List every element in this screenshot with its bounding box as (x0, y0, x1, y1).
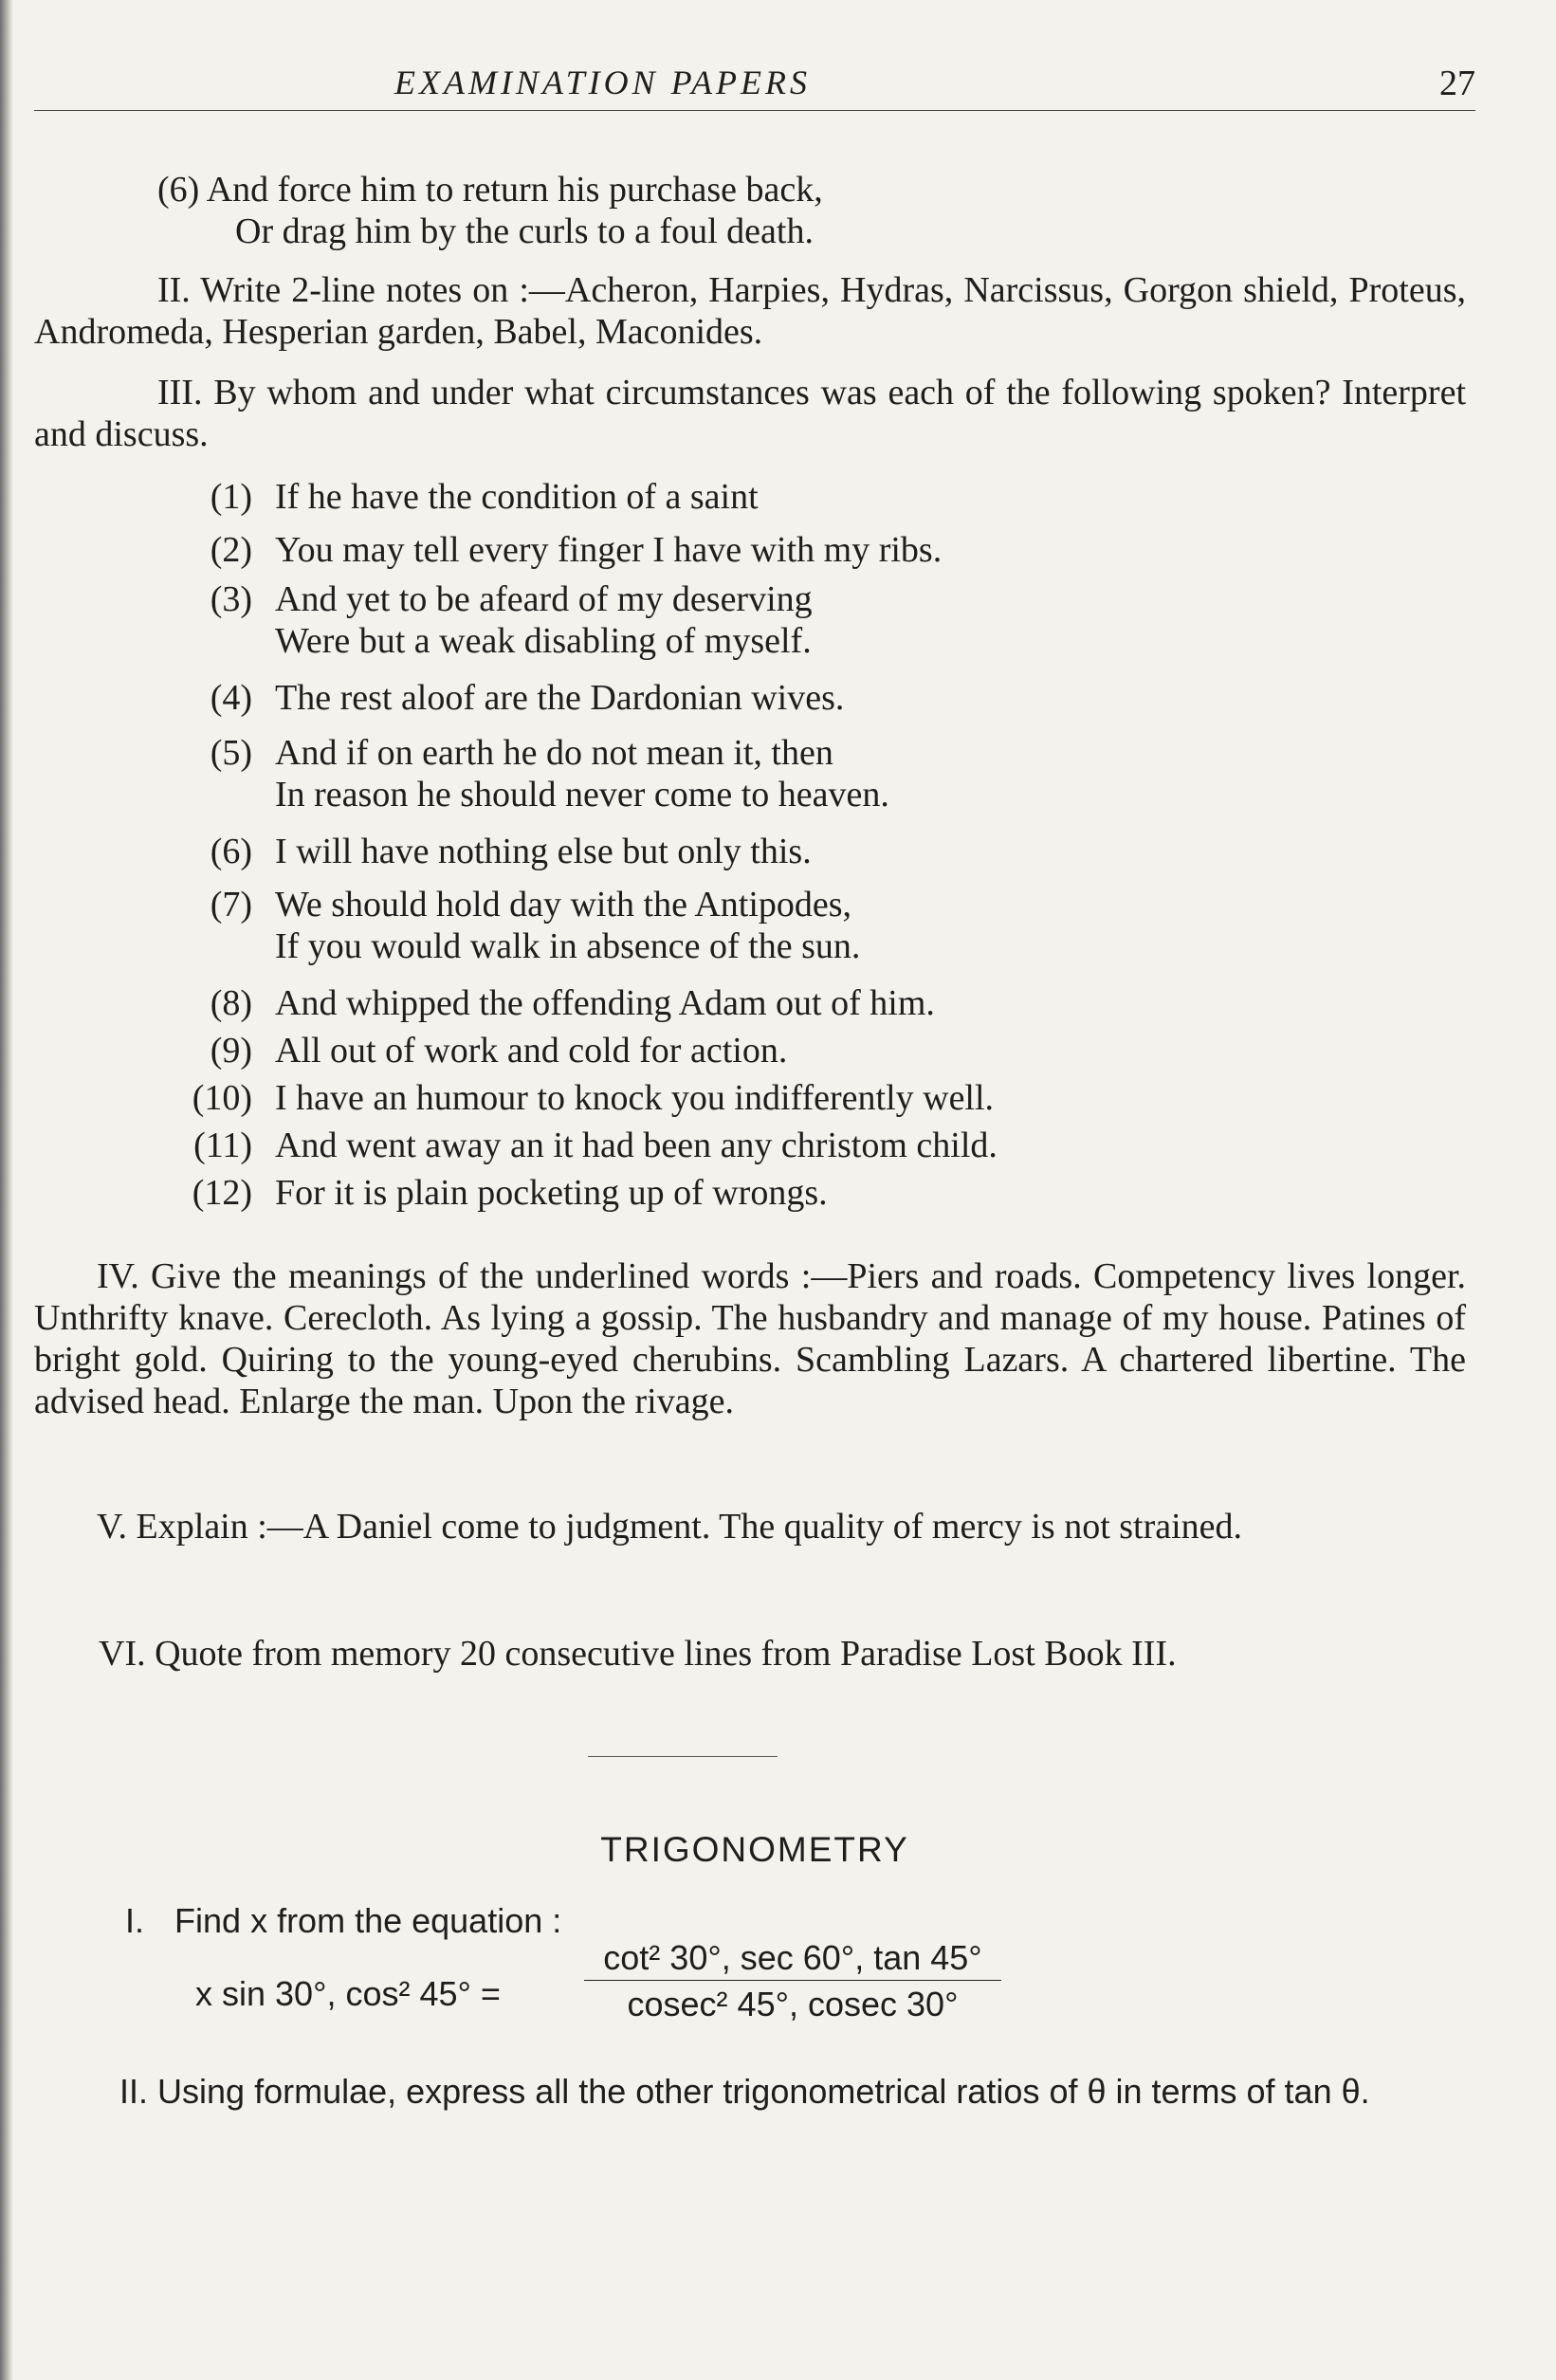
quote-number: (9) (210, 1031, 252, 1071)
quote-number: (7) (210, 885, 252, 925)
quote-number: (2) (210, 530, 252, 570)
trig-question-1-number: I. (125, 1901, 145, 1940)
page-binding-edge (0, 0, 13, 2380)
quote-item (133, 476, 759, 518)
quote-line: We should hold day with the Antipodes, (275, 885, 852, 925)
quote-line: The rest aloof are the Dardonian wives. (275, 678, 845, 718)
quote-item (133, 1172, 828, 1214)
question-6 (99, 1633, 1177, 1675)
trig-question-2-number: II. (119, 2072, 149, 2111)
quote-number: (6) (210, 832, 252, 871)
question-2-number: II. (157, 270, 191, 310)
quote-number: (11) (193, 1126, 252, 1165)
quote-line: In reason he should never come to heaven. (275, 775, 889, 815)
quote-item (133, 578, 813, 662)
trig-question-1-text: Find x from the equation : (174, 1901, 562, 1940)
question-4 (34, 1255, 1466, 1422)
quote-item (133, 884, 860, 967)
passage-6-line-1: (6) And force him to return his purchase back, (157, 170, 823, 210)
question-5 (34, 1506, 1466, 1547)
trig-question-2 (34, 2071, 1466, 2113)
quote-line: If he have the condition of a saint (275, 477, 759, 517)
quote-number: (8) (210, 983, 252, 1023)
question-4-text: Give the meanings of the underlined words :—Piers and roads. Competency lives longer. Unthrifty knave. Cerecloth. As lying a gossip. The husbandry and manage of my house. Patines of bright gold. Quiring to the young-eyed cherubins. Scambling Lazars. A chartered libertine. The advised head. Enlarge the man. Upon the rivage. (34, 1256, 1467, 1421)
question-5-number: V. (97, 1507, 128, 1547)
quote-number: (10) (192, 1078, 252, 1118)
question-2 (34, 269, 1466, 353)
quote-line: All out of work and cold for action. (275, 1031, 788, 1071)
quote-number: (4) (210, 678, 252, 718)
equation-denominator: cosec² 45°, cosec 30° (627, 1985, 959, 2023)
quote-item (133, 529, 942, 571)
fraction-bar (584, 1980, 1001, 1981)
quote-line: Were but a weak disabling of myself. (275, 621, 812, 661)
quote-number: (1) (210, 477, 252, 517)
question-6-text: Quote from memory 20 consecutive lines from Paradise Lost Book III. (155, 1634, 1177, 1674)
equation-fraction (584, 1938, 1001, 2024)
quote-line: And if on earth he do not mean it, then (275, 733, 833, 773)
question-3-text: By whom and under what circumstances was each of the following spoken? Interpret and discuss. (34, 373, 1466, 454)
quote-number: (5) (210, 733, 252, 773)
trig-question-2-text: Using formulae, express all the other trigonometrical ratios of θ in terms of tan θ. (157, 2072, 1370, 2111)
question-3-number: III. (157, 373, 203, 412)
quote-line: And went away an it had been any christom child. (275, 1126, 998, 1165)
question-4-number: IV. (97, 1256, 139, 1296)
quote-item (133, 982, 935, 1024)
quote-line: And whipped the offending Adam out of him. (275, 983, 935, 1023)
trig-question-1 (125, 1900, 561, 1942)
quote-item (133, 1077, 994, 1119)
question-3 (34, 372, 1466, 455)
quote-line: I will have nothing else but only this. (275, 832, 812, 871)
quote-line: I have an humour to knock you indifferently well. (275, 1078, 995, 1118)
section-title-trigonometry: TRIGONOMETRY (600, 1830, 909, 1869)
running-head (34, 63, 1475, 111)
quote-number: (12) (192, 1173, 252, 1213)
quote-line: You may tell every finger I have with my ribs. (275, 530, 943, 570)
question-2-text: Write 2-line notes on :—Acheron, Harpies, Hydras, Narcissus, Gorgon shield, Proteus, Andromeda, Hesperian garden, Babel, Maconides. (34, 270, 1466, 352)
question-6-number: VI. (99, 1634, 146, 1674)
running-title: EXAMINATION PAPERS (394, 64, 811, 101)
section-divider (588, 1756, 778, 1757)
quote-item (133, 1030, 787, 1071)
equation-numerator: cot² 30°, sec 60°, tan 45° (603, 1938, 982, 1977)
quote-line: For it is plain pocketing up of wrongs. (275, 1173, 828, 1213)
passage-6-line-2: Or drag him by the curls to a foul death. (235, 211, 814, 251)
question-5-text: Explain :—A Daniel come to judgment. The quality of mercy is not strained. (136, 1507, 1243, 1547)
quote-item (133, 677, 844, 719)
quote-line: And yet to be afeard of my deserving (275, 579, 813, 619)
quote-item (133, 732, 889, 815)
quote-item (133, 1125, 998, 1166)
page-number: 27 (1439, 64, 1475, 103)
equation-left-side: x sin 30°, cos² 45° = (195, 1974, 501, 2013)
quote-line: If you would walk in absence of the sun. (275, 926, 861, 966)
quote-number: (3) (210, 579, 252, 619)
quote-item (133, 831, 812, 872)
